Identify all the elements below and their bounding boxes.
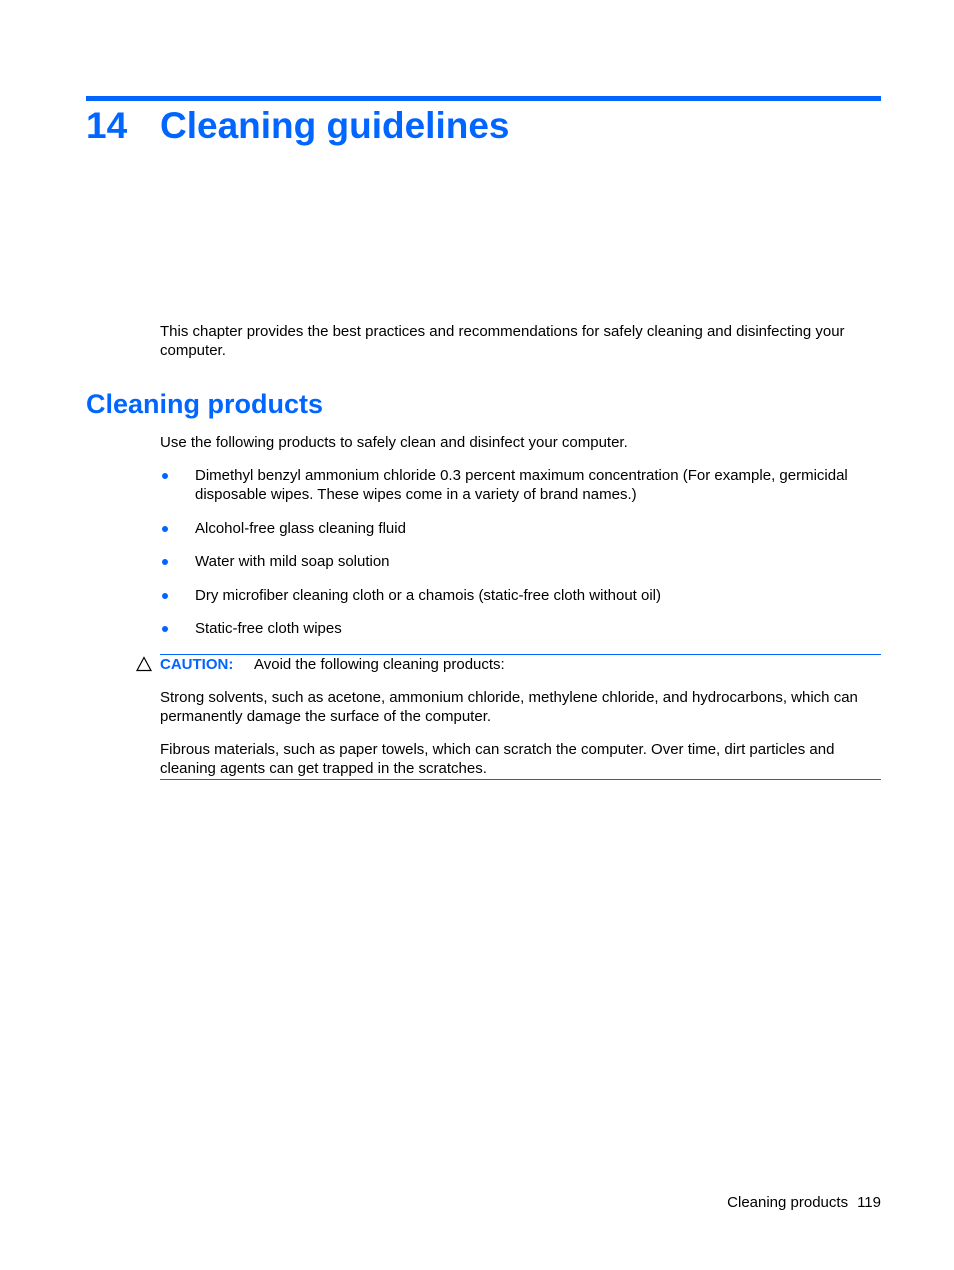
list-item-text: Water with mild soap solution	[195, 553, 390, 570]
page-number: 119	[857, 1194, 881, 1211]
intro-paragraph: This chapter provides the best practices and recommendations for safely cleaning and disinfecting your computer.	[160, 323, 845, 359]
caution-triangle-icon	[136, 656, 152, 672]
footer-section-name: Cleaning products	[727, 1194, 849, 1211]
caution-label: CAUTION:	[160, 656, 234, 673]
list-item	[160, 519, 882, 538]
section-lead: Use the following products to safely clean and disinfect your computer.	[160, 434, 628, 451]
list-item	[160, 466, 882, 504]
list-item-text: Dry microfiber cleaning cloth or a chamois (static-free cloth without oil)	[195, 586, 662, 604]
bullet-icon	[162, 626, 168, 632]
chapter-title-text: Cleaning guidelines	[160, 105, 510, 146]
chapter-rule	[86, 96, 881, 101]
bullet-icon	[162, 526, 168, 532]
caution-box	[160, 654, 881, 780]
list-item-text: Static-free cloth wipes	[195, 620, 342, 637]
bullet-icon	[162, 473, 168, 479]
list-item-text: Dimethyl benzyl ammonium chloride 0.3 percent maximum concentration (For example, germicidal disposable wipes. These wipes come in a variety of brand names.)	[195, 467, 848, 503]
caution-text: Avoid the following cleaning products:	[254, 656, 505, 673]
caution-paragraph: Strong solvents, such as acetone, ammonium chloride, methylene chloride, and hydrocarbons, which can permanently damage the surface of the computer.	[160, 689, 858, 725]
list-item	[160, 552, 882, 571]
caution-paragraph: Fibrous materials, such as paper towels, which can scratch the computer. Over time, dirt particles and cleaning agents can get trapped in the scratches.	[160, 741, 835, 777]
list-item	[160, 619, 882, 638]
page-footer	[727, 1193, 881, 1212]
chapter-number: 14	[86, 105, 128, 146]
list-item-text: Alcohol-free glass cleaning fluid	[195, 519, 406, 537]
products-list	[160, 466, 882, 653]
bullet-icon	[162, 559, 168, 565]
caution-line	[160, 655, 881, 674]
chapter-title	[86, 102, 510, 150]
bullet-icon	[162, 593, 168, 599]
list-item	[160, 586, 882, 605]
section-heading: Cleaning products	[86, 389, 324, 419]
